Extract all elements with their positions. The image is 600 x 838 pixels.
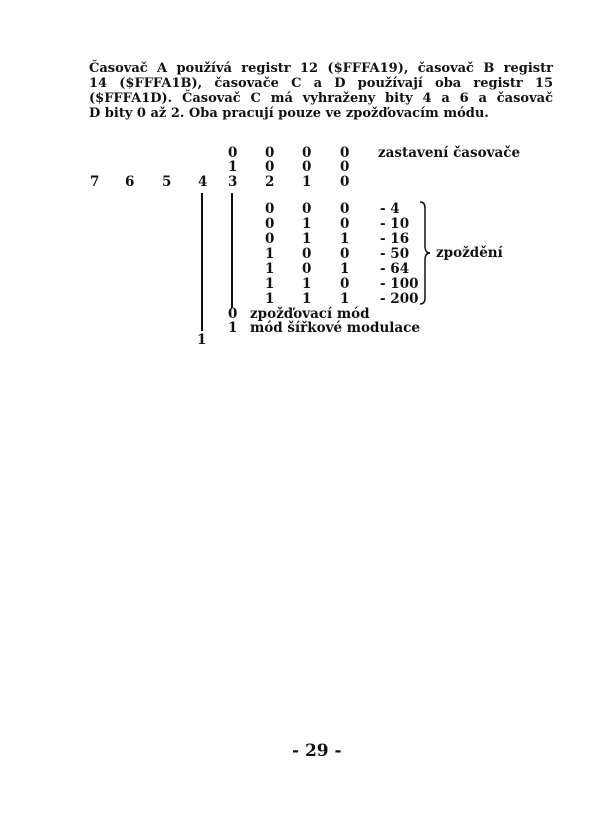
mode1-label: mód šířkové modulace <box>250 320 420 336</box>
delay-row-bit: 1 <box>302 216 312 232</box>
bit-number-1: 1 <box>302 174 312 190</box>
zero-bit-0: 0 <box>340 159 350 175</box>
stop-label: zastavení časovače <box>378 145 521 161</box>
delay-row-bit: 1 <box>340 261 350 277</box>
delay-row-bit: 0 <box>302 201 312 217</box>
delay-row-bit: 0 <box>340 276 350 292</box>
delay-row-bit: 1 <box>302 231 312 247</box>
delay-row-bit: 1 <box>340 291 350 307</box>
delay-row-bit: 0 <box>302 246 312 262</box>
stop-bit-3: 0 <box>228 145 238 161</box>
delay-row-bit: 0 <box>302 261 312 277</box>
bit-number-2: 2 <box>265 174 275 190</box>
paragraph-line: 14 ($FFFA1B), časovače C a D používají oba registr 15 <box>89 76 553 91</box>
delay-row-value: - 4 <box>380 201 400 217</box>
bit-number-3: 3 <box>228 174 238 190</box>
paragraph-line: ($FFFA1D). Časovač C má vyhraženy bity 4 a 6 a časovač <box>89 91 553 106</box>
delay-row-bit: 0 <box>340 216 350 232</box>
bit-number-7: 7 <box>90 174 100 190</box>
delay-row-bit: 1 <box>265 261 275 277</box>
delay-row-bit: 0 <box>340 246 350 262</box>
paragraph-line: D bity 0 až 2. Oba pracují pouze ve zpožďovacím módu. <box>89 106 489 121</box>
delay-row-bit: 0 <box>340 201 350 217</box>
delay-row-bit: 1 <box>265 246 275 262</box>
delay-row-bit: 0 <box>265 201 275 217</box>
paragraph-line: Časovač A používá registr 12 ($FFFA19), časovač B registr <box>89 61 553 76</box>
bit3-connector-line <box>231 193 233 308</box>
bit-number-0: 0 <box>340 174 350 190</box>
stop-bit-0: 0 <box>340 145 350 161</box>
mode1-bit: 1 <box>228 320 238 336</box>
delay-row-bit: 1 <box>302 276 312 292</box>
delay-row-bit: 1 <box>302 291 312 307</box>
mode0-label: zpožďovací mód <box>250 306 370 322</box>
page-number: - 29 - <box>292 741 342 761</box>
mode0-bit: 0 <box>228 306 238 322</box>
delay-row-value: - 200 <box>380 291 419 307</box>
delay-row-bit: 0 <box>265 231 275 247</box>
bit3-one: 1 <box>228 159 238 175</box>
stop-bit-2: 0 <box>265 145 275 161</box>
delay-row-value: - 16 <box>380 231 410 247</box>
intro-paragraph <box>89 61 553 121</box>
delay-row-bit: 1 <box>265 276 275 292</box>
bit-number-6: 6 <box>125 174 135 190</box>
delay-row-value: - 50 <box>380 246 410 262</box>
bit4-one: 1 <box>197 332 207 348</box>
bit-number-4: 4 <box>198 174 208 190</box>
delay-row-value: - 64 <box>380 261 410 277</box>
delay-row-value: - 10 <box>380 216 410 232</box>
bit4-connector-line <box>201 193 203 331</box>
delay-row-bit: 1 <box>265 291 275 307</box>
delay-row-bit: 1 <box>340 231 350 247</box>
stop-bit-1: 0 <box>302 145 312 161</box>
bit-number-5: 5 <box>162 174 172 190</box>
right-brace-icon <box>418 200 432 306</box>
delay-row-value: - 100 <box>380 276 419 292</box>
delay-row-bit: 0 <box>265 216 275 232</box>
zero-bit-1: 0 <box>302 159 312 175</box>
zero-bit-2: 0 <box>265 159 275 175</box>
delay-label: zpoždění <box>436 245 503 261</box>
